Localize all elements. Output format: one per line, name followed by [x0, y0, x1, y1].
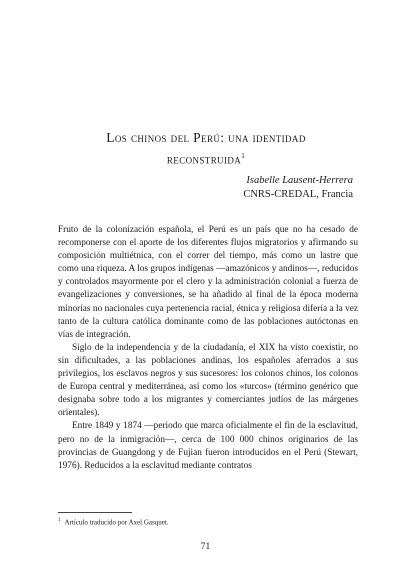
paragraph-3: Entre 1849 y 1874 —periodo que marca oficialmente el fin de la esclavitud, pero no de la inmigración—, cerca de 100 000 chinos originarios de las provincias de Guangdong y de Fujian fueron introducidos en el Perú (Stewart, 1976). Reducidos a la esclavitud mediante contratos [58, 421, 358, 471]
author-affiliation: CNRS-CREDAL, Francia [243, 189, 353, 200]
paragraph-1: Fruto de la colonización española, el Perú es un país que no ha cesado de recomponerse con el aporte de los diferentes flujos migratorios y afirmando su composición multiétnica, con el correr del tiempo, más como un lastre que como una riqueza. A los grupos indígenas —amazónicos y andinos—, reducidos y controlados mayormente por el clero y la administración colonial a fuerza de evangelizaciones y conversiones, se ha añadido al final de la época moderna minorías no nacionales cuya pertenencia racial, étnica y religiosa difería a la vez tanto de la cultura católica dominante como de las poblaciones autóctonas en vías de integración. [58, 225, 358, 340]
page-number: 71 [200, 542, 211, 552]
paragraph-2: Siglo de la independencia y de la ciudadanía, el XIX ha visto coexistir, no sin dificultades, a las poblaciones andinas, los españoles aferrados a sus privilegios, los esclavos negros y sus sucesores: los colonos chinos, los colonos de Europa central y mediterránea, así como los «turcos» (término genérico que designaba sobre todo a los migrantes y comerciantes judíos de las márgenes orientales). [58, 342, 358, 419]
title-line-1: Los chinos del Perú: una identidad [106, 130, 306, 145]
title-footnote-mark: 1 [241, 152, 246, 160]
article-body [58, 224, 358, 473]
footnote-divider [58, 512, 132, 513]
footnote-text: Artículo traducido por Axel Gasquet. [64, 518, 169, 527]
title-line-2 [60, 147, 352, 169]
article-title [60, 129, 352, 169]
author-block [243, 174, 353, 202]
footnote [58, 516, 169, 527]
author-name: Isabelle Lausent-Herrera [246, 175, 353, 186]
title-line-2-text: reconstruida [166, 151, 242, 167]
footnote-mark: 1 [58, 518, 61, 523]
